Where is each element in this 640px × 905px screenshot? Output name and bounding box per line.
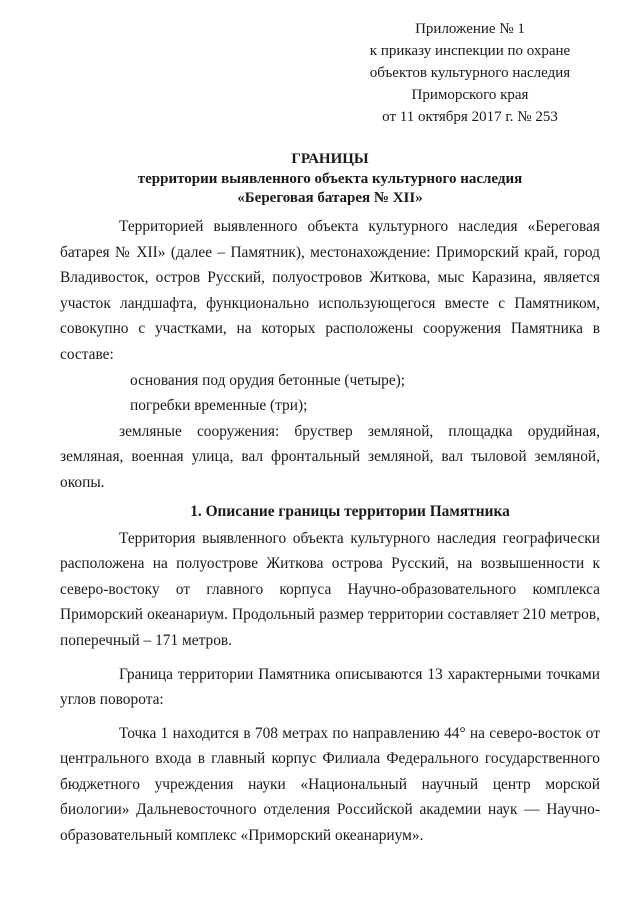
territory-description-paragraph: Территория выявленного объекта культурного наследия географически расположена на полуострове Житкова острова Русский, на возвышенности к северо-востоку от главного корпуса Научно-образовательного комплекса Приморский океанариум. Продольный размер территории составляет 210 метров, поперечный – 171 метров. [60,529,600,649]
section-heading: 1. Описание границы территории Памятника [190,502,510,520]
appendix-header [355,18,585,128]
appendix-date-number: от 11 октября 2017 г. № 253 [382,109,558,125]
intro-paragraph: Территорией выявленного объекта культурного наследия «Береговая батарея № XII» (далее – Памятник), местонахождение: Приморский край, город Владивосток, остров Русский, полуостровов Житкова, мыс Каразина, является участок ландшафта, функционально использующегося вместе с Памятником, совокупно с участками, на которых расположены сооружения Памятника в составе: [60,218,600,363]
object-name: «Береговая батарея № XII» [237,190,423,206]
document-body [60,214,600,849]
list-item: основания под орудия бетонные (четыре); [130,371,406,389]
document-title: ГРАНИЦЫ [291,151,369,167]
appendix-number: Приложение № 1 [415,21,525,37]
appendix-order-ref: к приказу инспекции по охране [369,43,571,59]
appendix-region: Приморского края [411,87,529,103]
boundary-points-paragraph: Граница территории Памятника описываются 13 характерными точками углов поворота: [60,665,600,709]
appendix-authority: объектов культурного наследия [369,65,571,81]
document-subtitle: территории выявленного объекта культурного наследия [137,171,523,187]
point-1-paragraph: Точка 1 находится в 708 метрах по направлению 44° на северо-восток от центрального входа в главный корпус Филиала Федерального государственного бюджетного учреждения науки «Национальный научный центр морской биологии» Дальневосточного отделения Российской академии наук — Научно-образовательный комплекс «Приморский океанариум». [60,724,600,845]
list-item: погребки временные (три); [130,397,308,415]
list-item: земляные сооружения: бруствер земляной, площадка орудийная, земляная, военная улица, вал фронтальный земляной, вал тыловой земляной, окопы. [60,422,600,491]
